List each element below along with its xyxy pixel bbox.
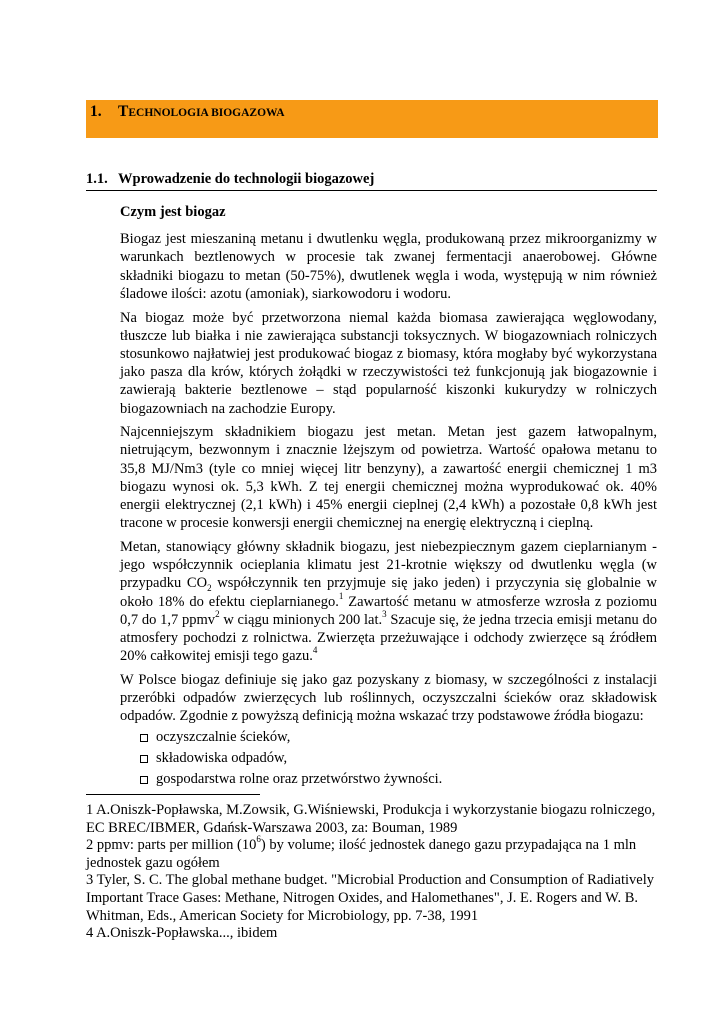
paragraph-2: Na biogaz może być przetworzona niemal każda biomasa zawierająca węglowodany, tłuszcze lub białka i nie zawierająca substancji toksycznych. W biogazowniach rolniczych stosunkowo najłatwiej jest produkować biogaz z biomasy, która mogłaby być wykorzystana jako pasza dla krów, których żołądki w rzeczywistości też funkcjonują jak biogazownie i zawierają bakterie beztlenowe – stąd popularność kiszonki kukurydzy w rolniczych biogazowniach na zachodzie Europy.: [120, 309, 657, 417]
footnote-ref-1[interactable]: 1: [338, 590, 344, 601]
chapter-banner: [86, 100, 658, 138]
footnotes: [86, 802, 666, 943]
p4-text-e: Szacuje się, że jedna trzecia emisji metanu do atmosfery pochodzi z rolnictwa. Zwierzęta przeżuwające i odchody zwierzęce są źródłem 20% całkowitej emisji tego gazu.: [120, 611, 658, 665]
footnote-2-text-a: 2 ppmv: parts per million (10: [86, 837, 257, 854]
footnote-divider: [86, 794, 260, 795]
co2-subscript: 2: [207, 583, 212, 594]
checkbox-bullet-icon: [140, 776, 148, 784]
section-number: 1.1.: [86, 171, 108, 187]
footnote-ref-2[interactable]: 2: [215, 608, 220, 619]
footnote-1: 1 A.Oniszk-Popławska, M.Zowsik, G.Wiśniewski, Produkcja i wykorzystanie biogazu rolniczego, EC BREC/IBMER, Gdańsk-Warszawa 2003, za: Bouman, 1989: [86, 802, 656, 836]
chapter-title-rest: ECHNOLOGIA BIOGAZOWA: [128, 107, 285, 119]
subheading: Czym jest biogaz: [120, 204, 226, 220]
footnote-2-exponent: 6: [256, 834, 261, 845]
chapter-title-initial: T: [118, 103, 129, 120]
footnote-2: [86, 834, 666, 872]
list-item-label: składowiska odpadów,: [156, 750, 288, 767]
p4-text-c: Zawartość metanu w atmosferze wzrosła z poziomu 0,7 do 1,7 ppmv: [120, 593, 657, 628]
p4-text-d: w ciągu minionych 200 lat.: [219, 611, 383, 628]
p4-text-b: współczynnik ten przyjmuje się jako jeden) i przyczynia się globalnie w około 18% do efektu cieplarnianego.: [120, 575, 658, 610]
checkbox-bullet-icon: [140, 734, 148, 742]
chapter-number: 1.: [90, 103, 102, 120]
footnote-ref-4[interactable]: 4: [312, 645, 318, 656]
footnote-ref-3[interactable]: 3: [382, 608, 387, 619]
paragraph-4: [120, 538, 657, 665]
list-item: [120, 727, 657, 748]
footnote-2-text-b: ) by volume; ilość jednostek danego gazu przypadająca na 1 mln jednostek gazu ogółem: [86, 837, 637, 871]
list-item: [120, 769, 657, 790]
footnote-4: 4 A.Oniszk-Popławska..., ibidem: [86, 925, 278, 942]
section-title: Wprowadzenie do technologii biogazowej: [118, 171, 375, 187]
body-content: [120, 203, 657, 790]
paragraph-1: Biogaz jest mieszaniną metanu i dwutlenku węgla, produkowaną przez mikroorganizmy w warunkach beztlenowych w procesie tak zwanej fermentacji anaerobowej. Główne składniki biogazu to metan (50-75%), dwutlenek węgla i woda, występują w nim również śladowe ilości: azotu (amoniak), siarkowodoru i wodoru.: [120, 231, 657, 302]
checkbox-bullet-icon: [140, 755, 148, 763]
list-item-label: gospodarstwa rolne oraz przetwórstwo żywności.: [156, 771, 443, 788]
chapter-title: [90, 103, 285, 121]
list-item-label: oczyszczalnie ścieków,: [156, 729, 291, 746]
section-heading: [86, 171, 657, 191]
biogas-sources-list: [120, 727, 657, 790]
paragraph-5: W Polsce biogaz definiuje się jako gaz pozyskany z biomasy, w szczególności z instalacji przeróbki odpadów zwierzęcych lub roślinnych, oczyszczalni ścieków oraz składowisk odpadów. Zgodnie z powyższą definicją można wskazać trzy podstawowe źródła biogazu:: [120, 671, 657, 725]
p4-text-a: Metan, stanowiący główny składnik biogazu, jest niebezpiecznym gazem cieplarnianym - jego współczynnik ocieplania klimatu jest 21-krotnie większy od dwutlenku węgla (w przypadku CO: [120, 538, 657, 592]
footnote-3: 3 Tyler, S. C. The global methane budget. "Microbial Production and Consumption of Radiatively Important Trace Gases: Methane, Nitrogen Oxides, and Halomethanes", J. E. Rogers and W. B. Whitman, Eds., American Society for Microbiology, pp. 7-38, 1991: [86, 872, 654, 924]
list-item: [120, 748, 657, 769]
paragraph-3: Najcenniejszym składnikiem biogazu jest metan. Metan jest gazem łatwopalnym, nietrującym, bezwonnym i znacznie lżejszym od powietrza. Wartość opałowa metanu to 35,8 MJ/Nm3 (tyle co mniej więcej litr benzyny), a zawartość energii chemicznej 1 m3 biogazu wynosi ok. 5,3 kWh. Z tej energii chemicznej można wyprodukować ok. 40% energii elektrycznej (2,1 kWh) i 45% energii cieplnej (2,4 kWh) a pozostałe 0,8 kWh jest tracone w procesie konwersji energii chemicznej na energię elektryczną i cieplną.: [120, 424, 657, 532]
